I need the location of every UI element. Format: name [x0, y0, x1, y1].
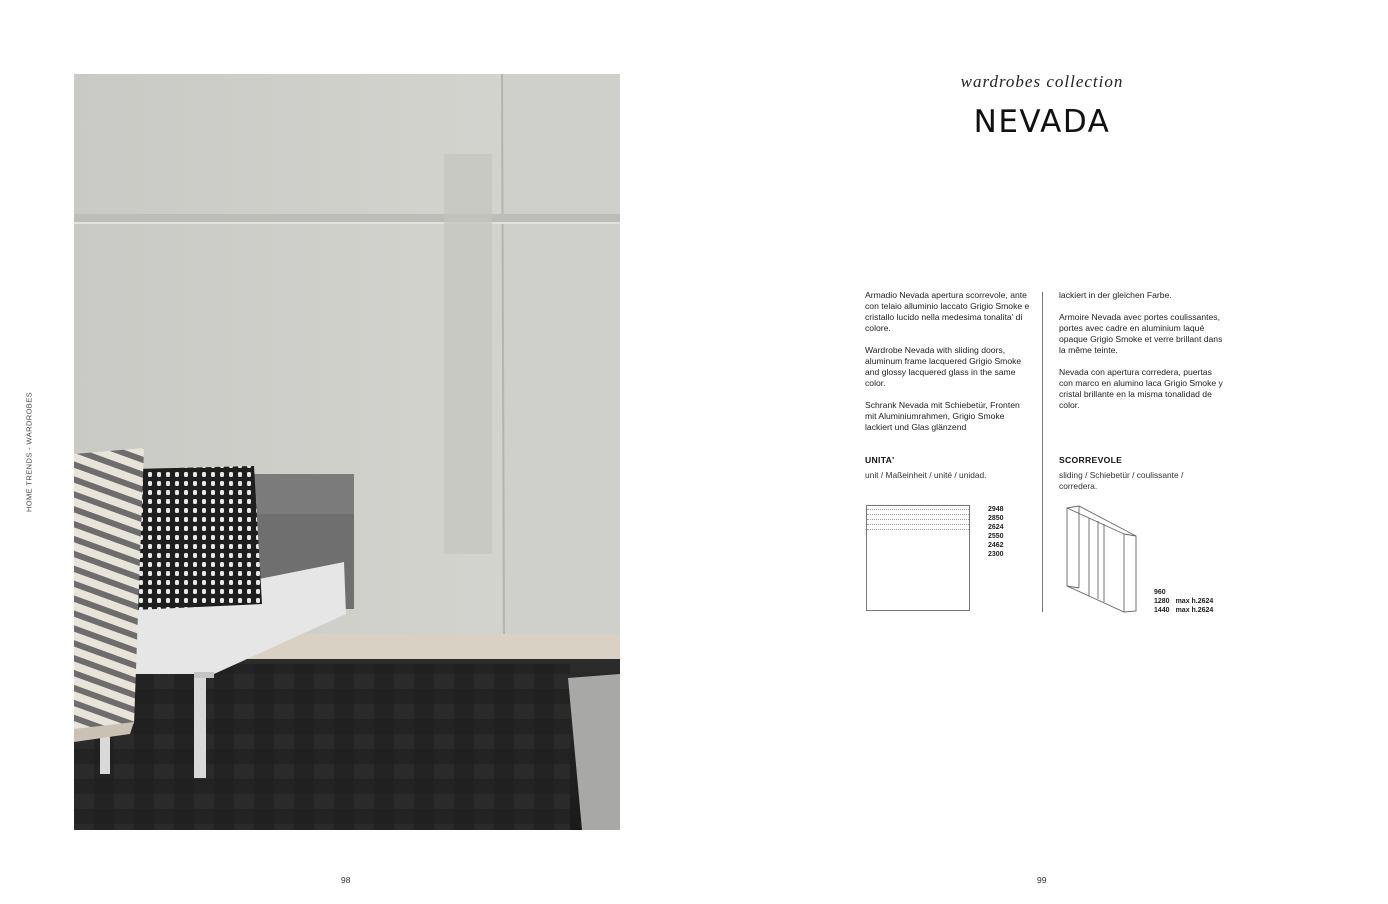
column-divider: [1042, 292, 1043, 612]
page-number-right: 99: [1037, 875, 1047, 885]
description-spanish: Nevada con apertura corredera, puertas con marco en alumino laca Grigio Smoke y cristal brillante en la misma tonalidad de color.: [1059, 367, 1223, 410]
height-value: 2300: [988, 551, 1004, 559]
section-side-label: HOME TRENDS - WARDROBES: [24, 391, 34, 513]
width-row: [1154, 597, 1213, 606]
sliding-wardrobe-drawing: [1064, 504, 1142, 614]
sliding-heading: SCORREVOLE: [1059, 455, 1123, 465]
unit-heading: UNITA': [865, 455, 895, 465]
description-column-right: [1059, 290, 1227, 422]
width-value: 1280: [1154, 598, 1170, 605]
page-number-left: 98: [341, 875, 351, 885]
height-value: 2948: [988, 506, 1004, 513]
collection-subtitle: wardrobes collection: [960, 72, 1124, 91]
wardrobe-bedroom-photo: [74, 74, 620, 830]
height-value: 2850: [988, 515, 1004, 523]
description-italian: Armadio Nevada apertura scorrevole, ante con telaio alluminio laccato Grigio Smoke e cristallo lucido nella medesima tonalita' di colore.: [865, 290, 1030, 333]
height-value: 2550: [988, 533, 1004, 541]
width-row: [1154, 588, 1213, 597]
description-english: Wardrobe Nevada with sliding doors, aluminum frame lacquered Grigio Smoke and glossy lacquered glass in the same color.: [865, 345, 1022, 388]
height-value: 2624: [988, 524, 1004, 532]
sliding-subheading: sliding / Schiebetür / coulissante / corredera.: [1059, 470, 1184, 491]
width-value: 1440: [1154, 607, 1170, 614]
max-height-note: max h.2624: [1175, 607, 1214, 614]
description-german: Schrank Nevada mit Schiebetür, Fronten mit Aluminiumrahmen, Grigio Smoke lackiert und Glas glänzend: [865, 400, 1020, 432]
sliding-widths-list: [1154, 588, 1213, 615]
width-row: [1154, 606, 1213, 615]
width-value: 960: [1154, 589, 1166, 596]
unit-subheading: unit / Maßeinheit / unité / unidad.: [865, 470, 987, 480]
product-title: NEVADA: [973, 104, 1111, 140]
max-height-note: max h.2624: [1175, 598, 1214, 605]
description-french: Armoire Nevada avec portes coulissantes, portes avec cadre en aluminium laqué opaque Grigio Smoke et verre brillant dans la même teinte.: [1059, 312, 1223, 355]
description-german-continued: lackiert in der gleichen Farbe.: [1059, 290, 1172, 300]
unit-height-diagram: [866, 505, 970, 611]
description-column-left: [865, 290, 1033, 444]
unit-heights-list: [988, 505, 1004, 560]
height-value: 2462: [988, 542, 1004, 550]
